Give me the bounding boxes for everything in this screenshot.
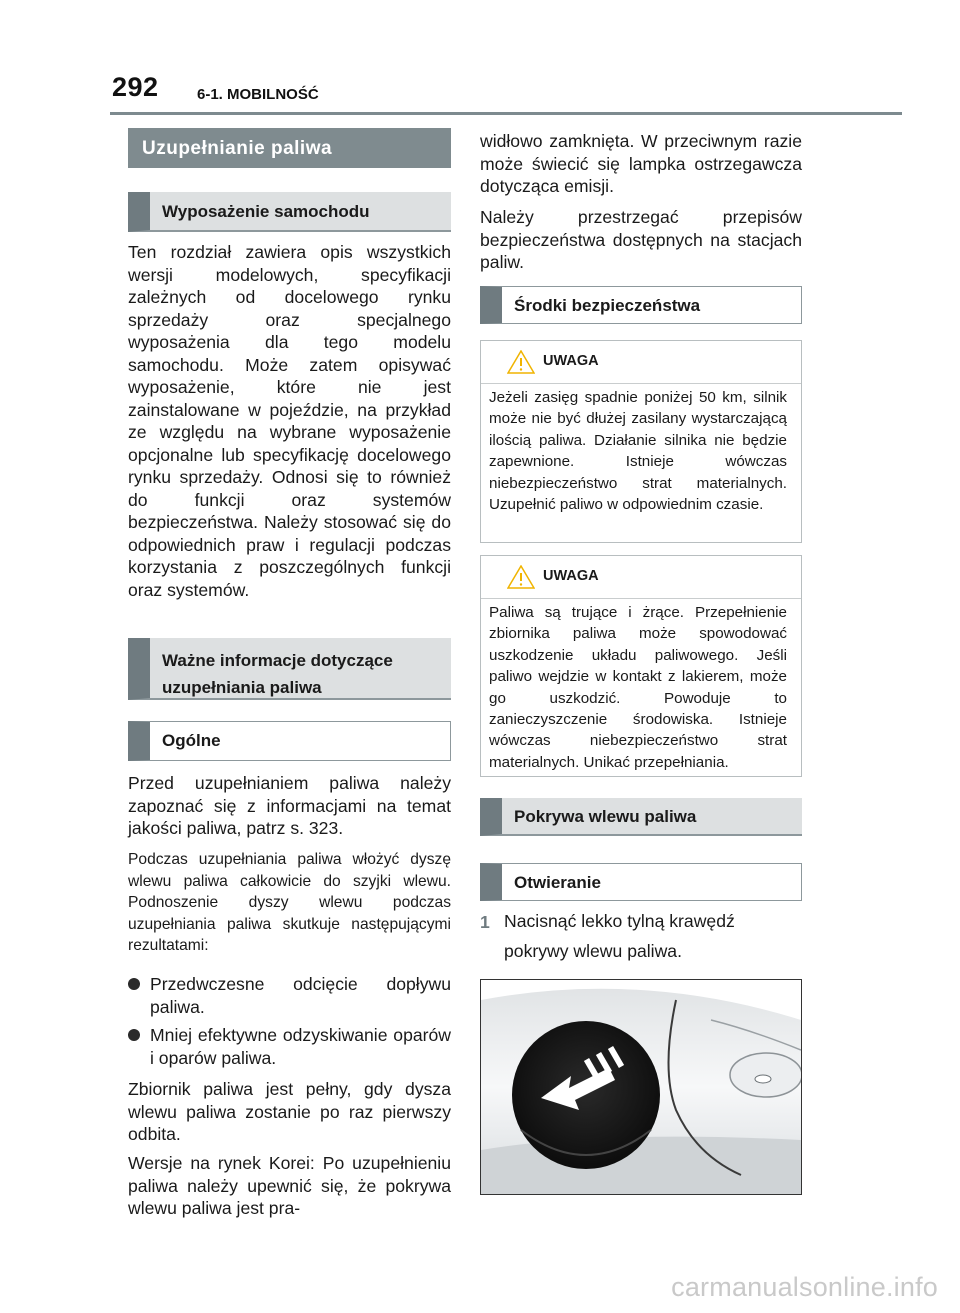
bullet-text: Przedwczesne odcięcie dopływu paliwa.	[150, 974, 451, 1017]
step-text-line1: Nacisnąć lekko tylną krawędź	[504, 911, 735, 931]
bullet-text: Mniej efektywne odzyskiwanie oparów i oparów paliwa.	[150, 1025, 451, 1068]
opening-bar	[480, 863, 802, 901]
full-paragraph: Zbiornik paliwa jest pełny, gdy dysza wlewu paliwa zostanie po raz pierwszy odbita.	[128, 1079, 451, 1144]
title-bar-label: Uzupełnianie paliwa	[142, 138, 333, 159]
opening-bar-label: Otwieranie	[514, 873, 601, 892]
section-label: 6-1. MOBILNOŚĆ	[197, 86, 319, 103]
warning-title: UWAGA	[543, 353, 599, 369]
warning-triangle-icon	[507, 565, 535, 589]
page-number: 292	[112, 72, 159, 102]
step-number: 1	[480, 912, 490, 932]
warning-header	[481, 341, 801, 384]
equipment-bar	[128, 192, 451, 232]
intro-paragraph: Ten rozdział zawiera opis wszystkich wersji modelowych, specyfikacji zależnych od docelowego rynku sprzedaży oraz specjalnego wyposażenia dla tego modelu samochodu. Może zatem opisywać wyposażenie, które nie jest zainstalowane w pojeździe, na przykład ze względu na wybrane wyposażenie opcjonalne lub specyfikację docelowego rynku sprzedaży. Odnosi się to również do funkcji oraz systemów bezpieczeństwa. Należy stosować się do odpowiednich praw i regulacji podczas korzystania z poszczególnych funkcji oraz systemów.	[128, 242, 451, 600]
cap-bar	[480, 798, 802, 836]
warning-box	[480, 555, 802, 777]
title-bar	[128, 128, 451, 168]
equipment-bar-label: Wyposażenie samochodu	[162, 202, 370, 221]
warning-triangle-icon	[507, 350, 535, 374]
important-bar-line1: Ważne informacje dotyczące	[162, 651, 393, 670]
warning-title: UWAGA	[543, 568, 599, 584]
warning-text: Paliwa są trujące i żrące. Przepełnienie zbiornika paliwa może spowodować uszkodzenie układu paliwowego. Jeśli paliwo wejdzie w kontakt z lakierem, może go uszkodzić. Powoduje to zanieczyszczenie środowiska. Istnieje wówczas niebezpieczeństwo strat materialnych. Unikać przepełniania.	[489, 604, 787, 771]
fuel-cap-illustration	[480, 979, 802, 1195]
general-bar	[128, 721, 451, 761]
important-bar-line2: uzupełniania paliwa	[162, 678, 322, 697]
safety-bar-label: Środki bezpieczeństwa	[514, 296, 701, 315]
cap-bar-label: Pokrywa wlewu paliwa	[514, 807, 697, 826]
continuation-paragraph: widłowo zamknięta. W przeciwnym razie może świecić się lampka ostrzegawcza dotycząca emisji.	[480, 131, 802, 196]
general-bar-label: Ogólne	[162, 731, 221, 750]
warning-box	[480, 340, 802, 543]
step-text-line2: pokrywy wlewu paliwa.	[504, 941, 682, 961]
important-bar	[128, 638, 451, 700]
safety-bar	[480, 286, 802, 324]
warning-text: Jeżeli zasięg spadnie poniżej 50 km, silnik może nie być dłużej zasilany wystarczającą ilością paliwa. Działanie silnika nie będzie zapewnione. Istnieje wówczas niebezpieczeństwo strat materialnych. Uzupełnić paliwo w odpowiednim czasie.	[489, 389, 787, 514]
top-rule	[110, 112, 902, 115]
bullet-item	[128, 1024, 451, 1072]
station-paragraph: Należy przestrzegać przepisów bezpieczeństwa dostępnych na stacjach paliw.	[480, 207, 802, 272]
warning-header	[481, 556, 801, 599]
nozzle-paragraph: Podczas uzupełniania paliwa włożyć dyszę wlewu paliwa całkowicie do szyjki wlewu. Podnoszenie dyszy wlewu podczas uzupełniania paliwa skutkuje następującymi rezultatami:	[128, 851, 451, 955]
general-paragraph: Przed uzupełnianiem paliwa należy zapoznać się z informacjami na temat jakości paliwa, patrz s. 323.	[128, 773, 451, 838]
bullet-dot	[128, 978, 140, 990]
bullet-item	[128, 973, 451, 1021]
fuel-cap-drawing	[481, 980, 801, 1194]
step-text	[504, 906, 802, 966]
watermark: carmanualsonline.info	[671, 1272, 938, 1302]
bullet-dot	[128, 1029, 140, 1041]
korea-paragraph: Wersje na rynek Korei: Po uzupełnieniu paliwa należy upewnić się, że pokrywa wlewu paliwa jest pra-	[128, 1153, 451, 1218]
